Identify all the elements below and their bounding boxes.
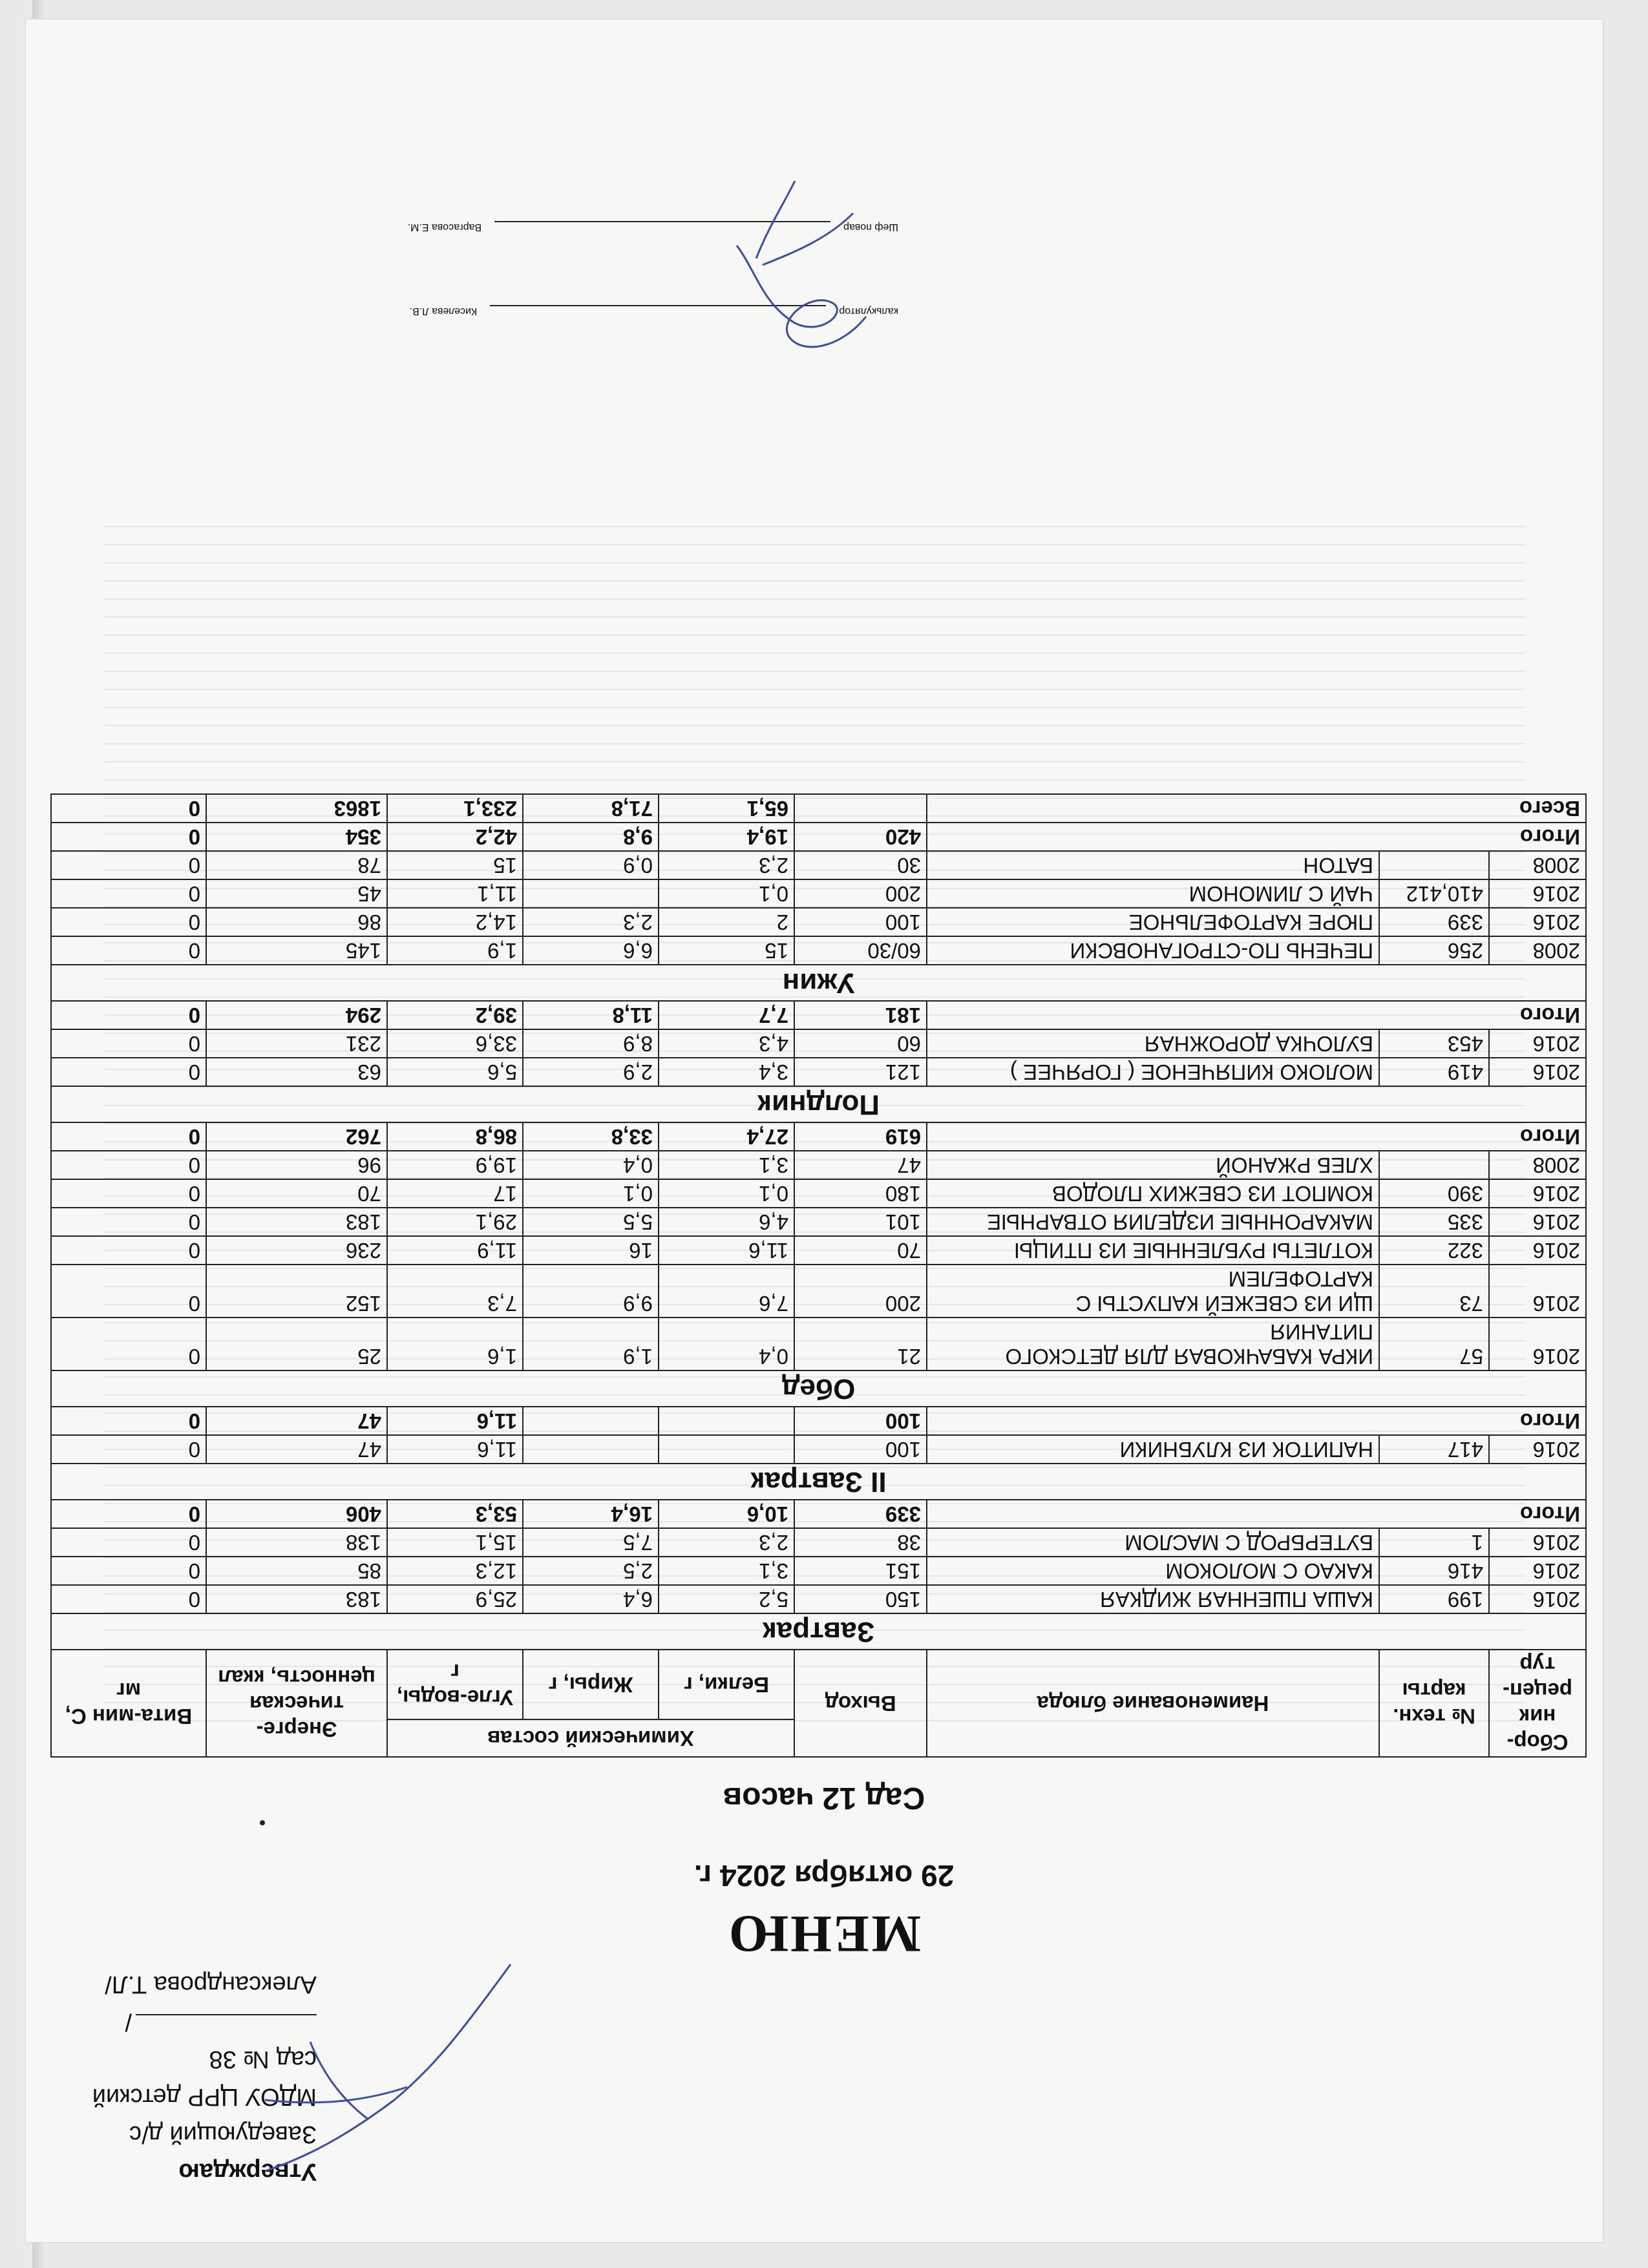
section-title: II Завтрак xyxy=(51,1464,1586,1500)
table-row xyxy=(51,1029,1586,1058)
cell-fats: 0,1 xyxy=(523,1179,659,1208)
cell-energy: 78 xyxy=(206,851,387,879)
cell-dish-name: ПЕЧЕНЬ ПО-СТРОГАНОВСКИ xyxy=(927,936,1379,965)
total-output: 619 xyxy=(794,1122,927,1151)
cell-output: 38 xyxy=(794,1528,927,1557)
grand-total-fats: 71,8 xyxy=(523,794,659,823)
total-energy: 762 xyxy=(206,1122,387,1151)
cell-vitamin-c: 0 xyxy=(51,851,206,879)
grand-total-output xyxy=(794,794,927,823)
cell-vitamin-c: 0 xyxy=(51,1236,206,1265)
cell-proteins: 4,3 xyxy=(659,1029,794,1058)
grand-total-energy: 1863 xyxy=(206,794,387,823)
total-fats: 33,8 xyxy=(523,1122,659,1151)
table-row xyxy=(51,1179,1586,1208)
cell-techcard: 453 xyxy=(1379,1029,1489,1058)
total-vitamin-c: 0 xyxy=(51,1407,206,1435)
cell-proteins: 3,4 xyxy=(659,1058,794,1086)
cell-techcard: 322 xyxy=(1379,1236,1489,1265)
cell-energy: 70 xyxy=(206,1179,387,1208)
total-fats: 16,4 xyxy=(523,1500,659,1528)
cell-fats: 8,9 xyxy=(523,1029,659,1058)
cell-vitamin-c: 0 xyxy=(51,1029,206,1058)
cell-sbornik: 2016 xyxy=(1489,1058,1586,1086)
cell-fats: 0,9 xyxy=(523,851,659,879)
cell-techcard xyxy=(1379,851,1489,879)
cell-energy: 231 xyxy=(206,1029,387,1058)
cell-proteins: 15 xyxy=(659,936,794,965)
cell-fats: 6,4 xyxy=(523,1585,659,1613)
section-title: Обед xyxy=(51,1370,1586,1407)
cell-carbs: 5,6 xyxy=(387,1058,523,1086)
cell-techcard: 417 xyxy=(1379,1435,1489,1464)
cell-sbornik: 2016 xyxy=(1489,1265,1586,1318)
total-proteins xyxy=(659,1407,794,1435)
header-sbornik: Сбор-ник рецеп-тур xyxy=(1489,1650,1586,1757)
total-proteins: 27,4 xyxy=(659,1122,794,1151)
cell-proteins: 0,1 xyxy=(659,1179,794,1208)
cell-sbornik: 2016 xyxy=(1489,1435,1586,1464)
cell-sbornik: 2016 xyxy=(1489,908,1586,936)
cell-output: 30 xyxy=(794,851,927,879)
total-fats xyxy=(523,1407,659,1435)
table-row xyxy=(51,1208,1586,1236)
cell-fats: 7,5 xyxy=(523,1528,659,1557)
total-fats: 11,8 xyxy=(523,1001,659,1029)
cell-vitamin-c: 0 xyxy=(51,879,206,908)
cell-fats xyxy=(523,879,659,908)
total-row xyxy=(51,1407,1586,1435)
cell-sbornik: 2008 xyxy=(1489,1151,1586,1179)
section-title: Полдник xyxy=(51,1086,1586,1122)
total-vitamin-c: 0 xyxy=(51,1122,206,1151)
cell-carbs: 29,1 xyxy=(387,1208,523,1236)
cell-vitamin-c: 0 xyxy=(51,1265,206,1318)
cell-dish-name: БУЛОЧКА ДОРОЖНАЯ xyxy=(927,1029,1379,1058)
cell-energy: 138 xyxy=(206,1528,387,1557)
total-row xyxy=(51,1122,1586,1151)
cell-output: 60/30 xyxy=(794,936,927,965)
cell-proteins: 2 xyxy=(659,908,794,936)
menu-date: 29 октября 2024 г. xyxy=(693,1859,955,1893)
total-output: 181 xyxy=(794,1001,927,1029)
cell-energy: 152 xyxy=(206,1265,387,1318)
cell-carbs: 15 xyxy=(387,851,523,879)
cell-output: 180 xyxy=(794,1179,927,1208)
total-carbs: 11,6 xyxy=(387,1407,523,1435)
cell-techcard: 1 xyxy=(1379,1528,1489,1557)
cell-carbs: 25,9 xyxy=(387,1585,523,1613)
cell-energy: 183 xyxy=(206,1585,387,1613)
cell-fats: 9,9 xyxy=(523,1265,659,1318)
cell-carbs: 11,1 xyxy=(387,879,523,908)
cell-fats: 6,6 xyxy=(523,936,659,965)
total-vitamin-c: 0 xyxy=(51,1001,206,1029)
approval-line-1: Заведующий д/с xyxy=(129,2121,317,2148)
cell-dish-name: ХЛЕБ РЖАНОЙ xyxy=(927,1151,1379,1179)
cell-vitamin-c: 0 xyxy=(51,1435,206,1464)
total-output: 339 xyxy=(794,1500,927,1528)
approval-title: Утверждаю xyxy=(178,2158,317,2185)
cell-vitamin-c: 0 xyxy=(51,936,206,965)
cell-proteins: 0,4 xyxy=(659,1318,794,1370)
cell-dish-name: КАША ПШЕННАЯ ЖИДКАЯ xyxy=(927,1585,1379,1613)
table-row xyxy=(51,1151,1586,1179)
cell-dish-name: БАТОН xyxy=(927,851,1379,879)
total-carbs: 39,2 xyxy=(387,1001,523,1029)
cell-dish-name: БУТЕРБРОД С МАСЛОМ xyxy=(927,1528,1379,1557)
grand-total-label: Всего xyxy=(927,794,1586,823)
cell-carbs: 7,3 xyxy=(387,1265,523,1318)
calculator-role: калькулятор xyxy=(839,306,898,317)
chef-role: Шеф повар xyxy=(843,222,898,233)
cell-output: 200 xyxy=(794,879,927,908)
cell-techcard: 410,412 xyxy=(1379,879,1489,908)
cell-proteins: 0,1 xyxy=(659,879,794,908)
cell-fats: 1,9 xyxy=(523,1318,659,1370)
cell-sbornik: 2016 xyxy=(1489,1208,1586,1236)
cell-vitamin-c: 0 xyxy=(51,1585,206,1613)
total-proteins: 19,4 xyxy=(659,823,794,851)
total-output: 420 xyxy=(794,823,927,851)
total-energy: 294 xyxy=(206,1001,387,1029)
cell-energy: 145 xyxy=(206,936,387,965)
grand-total-row xyxy=(51,794,1586,823)
table-row xyxy=(51,1528,1586,1557)
cell-proteins: 2,3 xyxy=(659,851,794,879)
table-row xyxy=(51,1236,1586,1265)
cell-sbornik: 2016 xyxy=(1489,1528,1586,1557)
chef-name: Варгасова Е.М. xyxy=(407,222,482,233)
cell-energy: 96 xyxy=(206,1151,387,1179)
cell-techcard: 256 xyxy=(1379,936,1489,965)
section-header-row xyxy=(51,1613,1586,1650)
table-row xyxy=(51,1058,1586,1086)
header-fats: Жиры, г xyxy=(523,1650,659,1719)
grand-total-carbs: 233,1 xyxy=(387,794,523,823)
cell-output: 47 xyxy=(794,1151,927,1179)
section-header-row xyxy=(51,1370,1586,1407)
cell-carbs: 19,9 xyxy=(387,1151,523,1179)
header-dish-name: Наименование блюда xyxy=(927,1650,1379,1757)
total-row xyxy=(51,1500,1586,1528)
total-output: 100 xyxy=(794,1407,927,1435)
cell-sbornik: 2016 xyxy=(1489,1179,1586,1208)
menu-subtitle: Сад 12 часов xyxy=(723,1781,925,1815)
cell-proteins: 4,6 xyxy=(659,1208,794,1236)
header-chem-composition: Химический состав xyxy=(387,1719,794,1757)
table-row xyxy=(51,1435,1586,1464)
approval-line-2: МДОУ ЦРР детский сад № 38 xyxy=(92,2046,317,2110)
cell-proteins: 5,2 xyxy=(659,1585,794,1613)
cell-techcard: 335 xyxy=(1379,1208,1489,1236)
total-vitamin-c: 0 xyxy=(51,823,206,851)
cell-proteins: 11,6 xyxy=(659,1236,794,1265)
cell-carbs: 11,6 xyxy=(387,1435,523,1464)
cell-fats: 2,9 xyxy=(523,1058,659,1086)
cell-dish-name: КОМПОТ ИЗ СВЕЖИХ ПЛОДОВ xyxy=(927,1179,1379,1208)
section-header-row xyxy=(51,1086,1586,1122)
cell-proteins: 3,1 xyxy=(659,1557,794,1585)
total-vitamin-c: 0 xyxy=(51,1500,206,1528)
section-title: Завтрак xyxy=(51,1613,1586,1650)
cell-energy: 63 xyxy=(206,1058,387,1086)
total-label: Итого xyxy=(927,1001,1586,1029)
cell-output: 100 xyxy=(794,1435,927,1464)
cell-dish-name: НАПИТОК ИЗ КЛУБНИКИ xyxy=(927,1435,1379,1464)
total-energy: 47 xyxy=(206,1407,387,1435)
cell-sbornik: 2016 xyxy=(1489,879,1586,908)
cell-energy: 183 xyxy=(206,1208,387,1236)
cell-fats: 2,3 xyxy=(523,908,659,936)
cell-dish-name: КАКАО С МОЛОКОМ xyxy=(927,1557,1379,1585)
table-row xyxy=(51,851,1586,879)
cell-techcard: 419 xyxy=(1379,1058,1489,1086)
table-row xyxy=(51,879,1586,908)
cell-dish-name: ЧАЙ С ЛИМОНОМ xyxy=(927,879,1379,908)
table-row xyxy=(51,908,1586,936)
cell-vitamin-c: 0 xyxy=(51,908,206,936)
cell-vitamin-c: 0 xyxy=(51,1557,206,1585)
director-signature xyxy=(174,1951,536,2197)
table-row xyxy=(51,936,1586,965)
cell-sbornik: 2016 xyxy=(1489,1585,1586,1613)
cell-sbornik: 2008 xyxy=(1489,851,1586,879)
header-vitamin-c: Вита-мин С, мг xyxy=(51,1650,206,1757)
cell-proteins: 3,1 xyxy=(659,1151,794,1179)
cell-techcard: 57 xyxy=(1379,1318,1489,1370)
header-energy: Энерге-тическая ценность, ккал xyxy=(206,1650,387,1757)
total-label: Итого xyxy=(927,1500,1586,1528)
header-output: Выход xyxy=(794,1650,927,1757)
cell-output: 200 xyxy=(794,1265,927,1318)
table-row xyxy=(51,1265,1586,1318)
total-proteins: 10,6 xyxy=(659,1500,794,1528)
cell-output: 151 xyxy=(794,1557,927,1585)
cell-vitamin-c: 0 xyxy=(51,1058,206,1086)
cell-vitamin-c: 0 xyxy=(51,1151,206,1179)
cell-techcard: 416 xyxy=(1379,1557,1489,1585)
grand-total-vitamin-c: 0 xyxy=(51,794,206,823)
total-row xyxy=(51,823,1586,851)
cell-proteins: 7,6 xyxy=(659,1265,794,1318)
total-label: Итого xyxy=(927,823,1586,851)
calculator-name: Киселева Л.В. xyxy=(409,306,478,317)
cell-sbornik: 2016 xyxy=(1489,1557,1586,1585)
header-techcard: № техн. карты xyxy=(1379,1650,1489,1757)
cell-output: 60 xyxy=(794,1029,927,1058)
table-row xyxy=(51,1585,1586,1613)
cell-dish-name: ИКРА КАБАЧКОВАЯ ДЛЯ ДЕТСКОГО ПИТАНИЯ xyxy=(927,1318,1379,1370)
cell-carbs: 17 xyxy=(387,1179,523,1208)
total-label: Итого xyxy=(927,1122,1586,1151)
cell-energy: 86 xyxy=(206,908,387,936)
total-energy: 406 xyxy=(206,1500,387,1528)
cell-carbs: 12,3 xyxy=(387,1557,523,1585)
total-proteins: 7,7 xyxy=(659,1001,794,1029)
cell-proteins: 2,3 xyxy=(659,1528,794,1557)
cell-output: 70 xyxy=(794,1236,927,1265)
cell-carbs: 1,9 xyxy=(387,936,523,965)
cell-energy: 45 xyxy=(206,879,387,908)
cell-dish-name: ЩИ ИЗ СВЕЖЕЙ КАПУСТЫ С КАРТОФЕЛЕМ xyxy=(927,1265,1379,1318)
total-carbs: 53,3 xyxy=(387,1500,523,1528)
cell-carbs: 33,6 xyxy=(387,1029,523,1058)
handwritten-signatures xyxy=(698,162,892,375)
cell-dish-name: ПЮРЕ КАРТОФЕЛЬНОЕ xyxy=(927,908,1379,936)
grand-total-proteins: 65,1 xyxy=(659,794,794,823)
cell-fats: 16 xyxy=(523,1236,659,1265)
cell-fats: 2,5 xyxy=(523,1557,659,1585)
cell-energy: 47 xyxy=(206,1435,387,1464)
cell-vitamin-c: 0 xyxy=(51,1208,206,1236)
cell-carbs: 1,6 xyxy=(387,1318,523,1370)
cell-techcard: 199 xyxy=(1379,1585,1489,1613)
cell-carbs: 15,1 xyxy=(387,1528,523,1557)
cell-energy: 236 xyxy=(206,1236,387,1265)
cell-dish-name: МОЛОКО КИПЯЧЕНОЕ ( ГОРЯЧЕЕ ) xyxy=(927,1058,1379,1086)
cell-sbornik: 2016 xyxy=(1489,1029,1586,1058)
total-energy: 354 xyxy=(206,823,387,851)
cell-dish-name: МАКАРОННЫЕ ИЗДЕЛИЯ ОТВАРНЫЕ xyxy=(927,1208,1379,1236)
section-title: Ужин xyxy=(51,965,1586,1001)
section-header-row xyxy=(51,1464,1586,1500)
cell-sbornik: 2016 xyxy=(1489,1318,1586,1370)
total-carbs: 86,8 xyxy=(387,1122,523,1151)
cell-energy: 85 xyxy=(206,1557,387,1585)
total-row xyxy=(51,1001,1586,1029)
menu-body xyxy=(51,794,1586,1650)
cell-dish-name: КОТЛЕТЫ РУБЛЕННЫЕ ИЗ ПТИЦЫ xyxy=(927,1236,1379,1265)
page-title: МЕНЮ xyxy=(726,1905,922,1964)
total-fats: 9,8 xyxy=(523,823,659,851)
cell-output: 100 xyxy=(794,908,927,936)
table-row xyxy=(51,1318,1586,1370)
cell-energy: 25 xyxy=(206,1318,387,1370)
cell-fats xyxy=(523,1435,659,1464)
dot-mark xyxy=(260,1820,265,1825)
cell-proteins xyxy=(659,1435,794,1464)
cell-output: 21 xyxy=(794,1318,927,1370)
cell-fats: 0,4 xyxy=(523,1151,659,1179)
cell-output: 150 xyxy=(794,1585,927,1613)
table-row xyxy=(51,1557,1586,1585)
approver-name: /Александрова Т.Л/ xyxy=(105,1971,317,2035)
section-header-row xyxy=(51,965,1586,1001)
total-label: Итого xyxy=(927,1407,1586,1435)
total-carbs: 42,2 xyxy=(387,823,523,851)
cell-output: 121 xyxy=(794,1058,927,1086)
cell-techcard: 390 xyxy=(1379,1179,1489,1208)
cell-sbornik: 2008 xyxy=(1489,936,1586,965)
cell-techcard: 339 xyxy=(1379,908,1489,936)
cell-vitamin-c: 0 xyxy=(51,1318,206,1370)
cell-carbs: 14,2 xyxy=(387,908,523,936)
cell-techcard xyxy=(1379,1151,1489,1179)
cell-techcard: 73 xyxy=(1379,1265,1489,1318)
cell-vitamin-c: 0 xyxy=(51,1528,206,1557)
cell-fats: 5,5 xyxy=(523,1208,659,1236)
header-proteins: Белки, г xyxy=(659,1650,794,1719)
menu-table xyxy=(50,793,1587,1758)
header-carbs: Угле-воды, г xyxy=(387,1650,523,1719)
cell-output: 101 xyxy=(794,1208,927,1236)
cell-carbs: 11,9 xyxy=(387,1236,523,1265)
cell-sbornik: 2016 xyxy=(1489,1236,1586,1265)
cell-vitamin-c: 0 xyxy=(51,1179,206,1208)
